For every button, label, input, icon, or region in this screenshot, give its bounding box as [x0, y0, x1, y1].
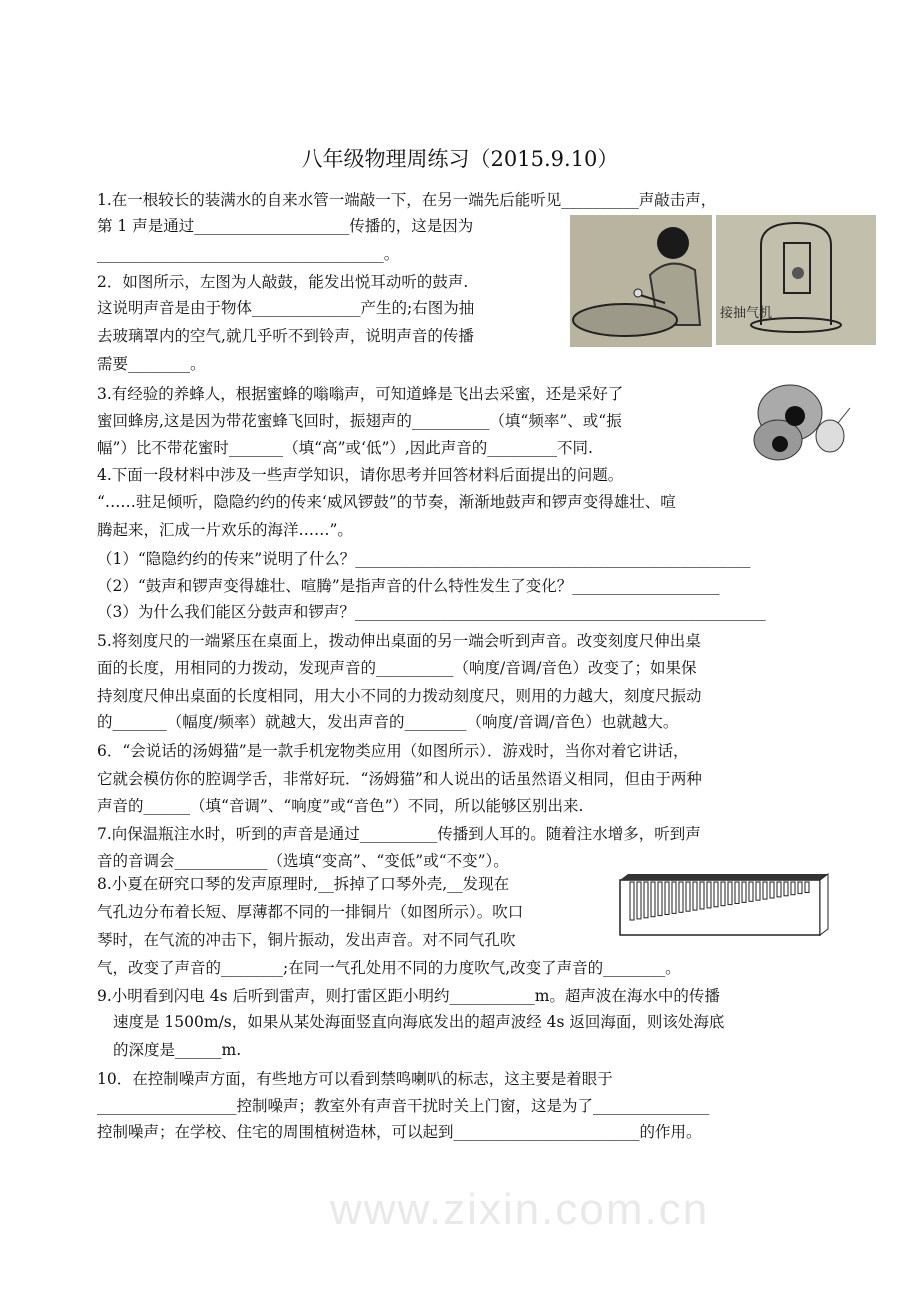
drum-figure: [570, 215, 712, 347]
text-line: 2．如图所示，左图为人敲鼓，能发出悦耳动听的鼓声.: [97, 273, 469, 291]
text-line: “……驻足倾听，隐隐约约的传来‘威风锣鼓”的节奏，渐渐地鼓声和锣声变得雄壮、喧: [97, 493, 676, 511]
harmonica-reed: [798, 882, 802, 894]
harmonica-reed: [644, 882, 648, 918]
text-line: 9.小明看到闪电 4s 后听到雷声，则打雷区距小明约___________m。超声波在海水中的传播: [97, 987, 720, 1005]
text-line: （2）“鼓声和锣声变得雄壮、喧腾”是指声音的什么特性发生了变化？___________________: [97, 577, 720, 595]
text-line: 1.在一根较长的装满水的自来水管一端敲一下，在另一端先后能听见__________声敲击声，: [97, 191, 717, 209]
text-line: 控制噪声；在学校、住宅的周围植树造林，可以起到________________________的作用。: [97, 1123, 702, 1141]
harmonica-reed: [791, 882, 795, 895]
harmonica-reed: [679, 882, 683, 912]
text-line: 8.小夏在研究口琴的发声原理时,__拆掉了口琴外壳,__发现在: [97, 875, 510, 893]
text-line: 气孔边分布着长短、厚薄都不同的一排铜片（如图所示）。吹口: [97, 903, 524, 921]
harmonica-reed: [658, 882, 662, 916]
text-line: 声音的______（填“音调”、“响度”或“音色”）不同，所以能够区别出来.: [97, 797, 584, 815]
harmonica-reed: [805, 882, 809, 893]
text-line: 它就会模仿你的腔调学舌，非常好玩．“汤姆猫”和人说出的话虽然语义相同，但由于两种: [97, 770, 702, 788]
text-line: 持刻度尺伸出桌面的长度相同，用大小不同的力拨动刻度尺，则用的力越大，刻度尺振动: [97, 687, 702, 705]
text-line: 腾起来，汇成一片欢乐的海洋……”。: [97, 521, 353, 539]
text-line: 第 1 声是通过____________________传播的，这是因为: [97, 217, 474, 235]
text-line: 4.下面一段材料中涉及一些声学知识，请你思考并回答材料后面提出的问题。: [97, 466, 624, 484]
harmonica-reed: [672, 882, 676, 913]
text-line: 6．“会说话的汤姆猫”是一款手机宠物类应用（如图所示）．游戏时，当你对着它讲话，: [97, 742, 689, 760]
harmonica-reed: [686, 882, 690, 911]
text-line: 音的音调会____________（选填“变高”、“变低”或“不变”）。: [97, 852, 509, 870]
harmonica-reed: [756, 882, 760, 900]
harmonica-reed: [742, 882, 746, 902]
text-line: 气，改变了声音的________;在同一气孔处用不同的力度吹气,改变了声音的________。: [97, 959, 681, 977]
harmonica-reed: [770, 882, 774, 898]
watermark: www.zixin.com.cn: [330, 1185, 710, 1234]
harmonica-reed: [777, 882, 781, 897]
text-line: 面的长度，用相同的力拨动，发现声音的__________（响度/音调/音色）改变了；如果保: [97, 659, 697, 677]
harmonica-reed: [700, 882, 704, 909]
page-title: 八年级物理周练习（2015.9.10）: [301, 147, 619, 171]
harmonica-figure: [618, 872, 832, 938]
harmonica-reed: [728, 882, 732, 905]
text-line: 这说明声音是由于物体______________产生的;右图为抽: [97, 299, 475, 317]
text-line: 的_______（幅度/频率）就越大，发出声音的________（响度/音调/音色）也就越大。: [97, 713, 679, 731]
harmonica-reed: [735, 882, 739, 904]
harmonica-reed: [784, 882, 788, 896]
text-line: （3）为什么我们能区分鼓声和锣声？_____________________________________________________: [97, 603, 766, 621]
harmonica-reed: [637, 882, 641, 919]
text-line: 去玻璃罩内的空气,就几乎听不到铃声，说明声音的传播: [97, 327, 474, 345]
text-line: __________________控制噪声；教室外有声音干扰时关上门窗，这是为了_______________: [97, 1097, 710, 1115]
text-line: 的深度是______m.: [113, 1041, 242, 1059]
text-line: _____________________________________。: [97, 245, 400, 263]
harmonica-reed: [651, 882, 655, 917]
harmonica-reed: [707, 882, 711, 908]
harmonica-reed: [665, 882, 669, 915]
text-line: 10．在控制噪声方面，有些地方可以看到禁鸣喇叭的标志，这主要是着眼于: [97, 1070, 613, 1088]
text-line: （1）“隐隐约约的传来”说明了什么？___________________________________________________: [97, 550, 751, 568]
text-line: 幅”）比不带花蜜时_______（填“高”或‘低”）,因此声音的_________不同.: [97, 439, 593, 457]
harmonica-reed: [693, 882, 697, 910]
text-line: 3.有经验的养蜂人，根据蜜蜂的嗡嗡声，可知道蜂是飞出去采蜜，还是采好了: [97, 385, 624, 403]
text-line: 需要________。: [97, 355, 206, 373]
harmonica-reed: [714, 882, 718, 907]
text-line: 5.将刻度尺的一端紧压在桌面上，拨动伸出桌面的另一端会听到声音。改变刻度尺伸出桌: [97, 632, 701, 650]
bell-jar-figure: [716, 215, 876, 345]
harmonica-reed: [749, 882, 753, 901]
harmonica-reed: [721, 882, 725, 906]
text-line: 琴时，在气流的冲击下，铜片振动，发出声音。对不同气孔吹: [97, 931, 516, 949]
harmonica-reed: [763, 882, 767, 899]
text-line: 蜜回蜂房,这是因为带花蜜蜂飞回时，振翅声的__________（填“频率”、或“振: [97, 412, 622, 430]
bee-figure: [750, 378, 862, 473]
harmonica-reed: [630, 882, 634, 920]
text-line: 7.向保温瓶注水时，听到的声音是通过__________传播到人耳的。随着注水增多，听到声: [97, 825, 701, 843]
vacuum-pump-label: 接抽气机: [720, 305, 773, 320]
text-line: 速度是 1500m/s，如果从某处海面竖直向海底发出的超声波经 4s 返回海面，则该处海底: [113, 1013, 725, 1031]
